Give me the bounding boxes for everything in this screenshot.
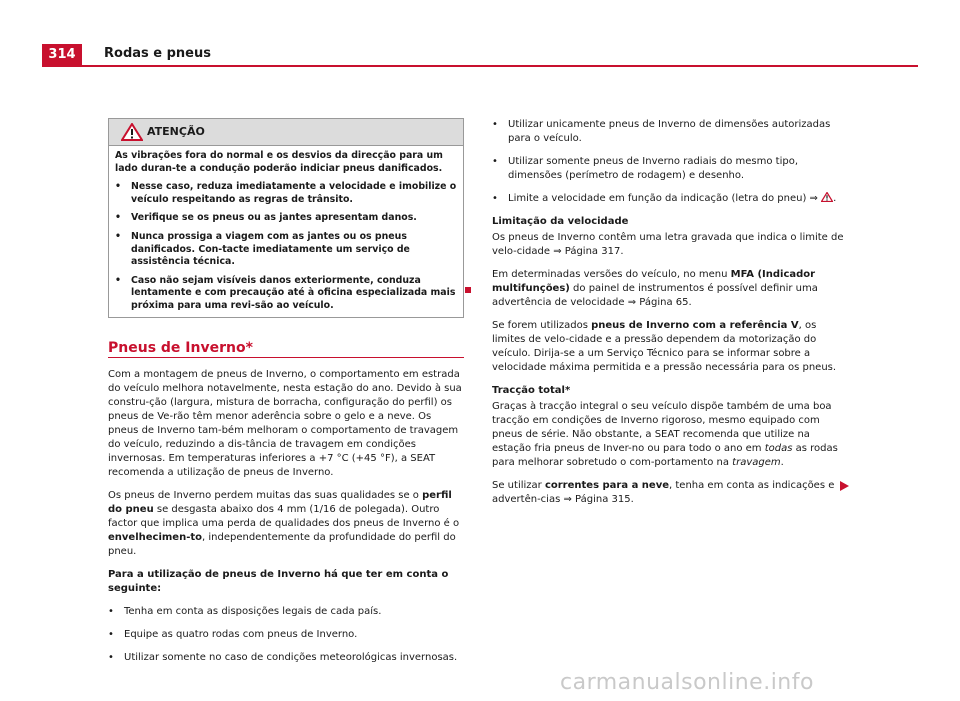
all-wheel-drive-heading: Tracção total* [492,385,571,396]
warning-body [109,146,463,317]
winter-tyres-wear-paragraph: Os pneus de Inverno perdem muitas das suas qualidades se o perfil do pneu se desgasta abaixo dos 4 mm (1/16 de polegada). Outro factor que implica uma perda de qualidades dos pneus de Inverno é o envelhecimen-to, independentemente da profundidade do perfil do pneu. [108,490,460,557]
speed-limit-paragraph-3: Se forem utilizados pneus de Inverno com a referência V, os limites de velo-cidade e a pressão dependem da motorização do veículo. Dirija-se a um Serviço Técnico para se informar sobre a velocidade máxima permitida e a pressão necessária para os pneus. [492,320,837,373]
emphasis-all: todas [764,443,793,454]
all-wheel-drive-paragraph: Graças à tracção integral o seu veículo dispõe também de uma boa tracção em condições de Inverno rigoroso, mesmo equipado com pneus de série. Não obstante, a SEAT recomenda que utilize na estação fria pneus de Inver-no ou para todo o ano em todas as rodas para melhorar sobretudo o com-portamento na travagem. [492,401,838,468]
warning-item: • Nesse caso, reduza imediatamente a velocidade e imobilize o veículo respeitando as regras de trânsito. [115,181,457,206]
left-column [108,368,464,674]
list-item: • Utilizar unicamente pneus de Inverno de dimensões autorizadas para o veículo. [492,118,852,146]
emphasis-braking: travagem [732,457,781,468]
list-item: • Utilizar somente pneus de Inverno radiais do mesmo tipo, dimensões (perímetro de rodagem) e desenho. [492,155,852,183]
warning-box [108,118,464,318]
keyword-ageing: envelhecimen-to [108,532,203,543]
keyword-v-rated: pneus de Inverno com a referência V [591,320,799,331]
warning-header [109,119,463,146]
header-rule [42,65,918,67]
list-item: • Equipe as quatro rodas com pneus de Inverno. [108,628,464,642]
watermark: carmanualsonline.info [560,670,814,695]
warning-item: • Caso não sejam visíveis danos exteriormente, conduza lentamente e com precaução até à oficina especializada mais próxima para uma revi-são ao veículo. [115,275,457,313]
mfa-menu-label: MFA (Indicador multifunções) [492,269,816,294]
page-number: 314 [42,44,82,66]
section-end-marker [465,287,471,293]
right-column [492,118,852,516]
speed-limit-paragraph-2: Em determinadas versões do veículo, no menu MFA (Indicador multifunções) do painel de instrumentos é possível definir uma advertência de velocidade ⇒ Página 65. [492,269,818,308]
chapter-title: Rodas e pneus [104,46,211,61]
warning-item: • Verifique se os pneus ou as jantes apresentam danos. [115,212,457,225]
warning-intro: As vibrações fora do normal e os desvios da direcção para um lado duran-te a condução poderão indiciar pneus danificados. [115,150,443,174]
keyword-snow-chains: correntes para a neve [544,480,670,491]
snow-chains-paragraph: Se utilizar correntes para a neve, tenha em conta as indicações e advertên-cias ⇒ Página 315. [492,480,835,505]
section-title: Pneus de Inverno* [108,340,253,356]
warning-title: ATENÇÃO [147,125,205,138]
list-item: • Tenha em conta as disposições legais de cada país. [108,605,464,619]
list-item: • Limite a velocidade em função da indicação (letra do pneu) ⇒ . [492,192,852,206]
warning-reference-icon[interactable] [821,192,833,202]
speed-limit-heading: Limitação da velocidade [492,216,629,227]
keyword-tread: perfil do pneu [108,490,452,515]
warning-item: • Nunca prossiga a viagem com as jantes ou os pneus danificados. Con-tacte imediatamente um serviço de assistência técnica. [115,231,457,269]
speed-limit-paragraph-1: Os pneus de Inverno contêm uma letra gravada que indica o limite de velo-cidade ⇒ Página 317. [492,232,844,257]
usage-heading: Para a utilização de pneus de Inverno há que ter em conta o seguinte: [108,569,449,594]
winter-tyres-intro: Com a montagem de pneus de Inverno, o comportamento em estrada do veículo melhora notavelmente, nesta estação do ano. Devido à sua constru-ção (largura, mistura de borracha, configuração do perfil) os pneus de Ve-rão têm menor aderência sobre o gelo e a neve. Os pneus de Inverno tam-bém melhoram o comportamento de travagem do veículo, reduzindo a dis-tância de travagem em condições invernosas. Em temperaturas inferiores a +7 °C (+45 °F), a SEAT recomenda a utilização de pneus de Inverno. [108,369,462,478]
warning-triangle-icon [121,123,143,141]
continue-arrow-icon [838,480,850,492]
section-rule [108,357,464,358]
page-header [42,44,918,66]
list-item: • Utilizar somente no caso de condições meteorológicas invernosas. [108,651,464,665]
